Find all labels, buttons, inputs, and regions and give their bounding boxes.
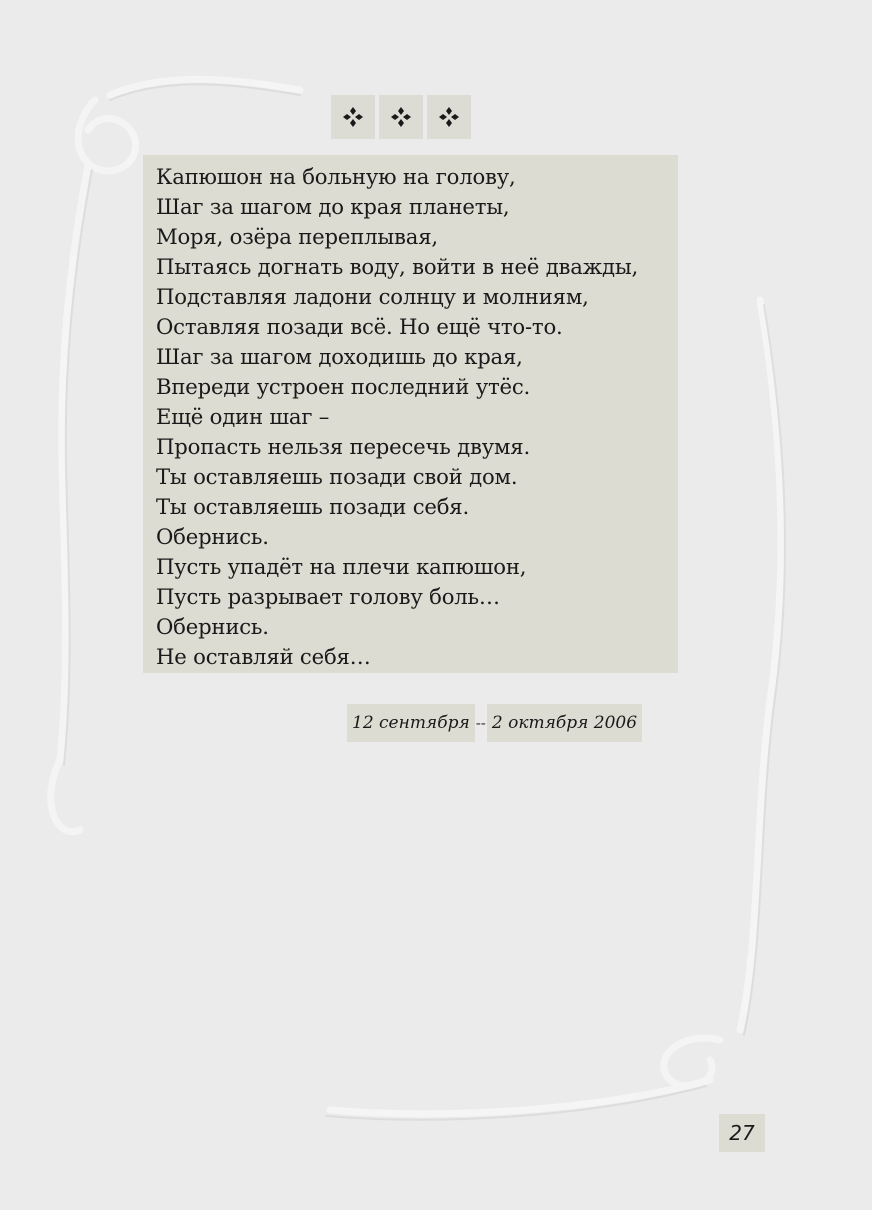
date-start: 12 сентября xyxy=(347,704,475,742)
poem-line: Не оставляй себя… xyxy=(156,644,371,669)
poem-line: Пытаясь догнать воду, войти в неё дважды, xyxy=(156,254,639,279)
four-diamond-ornament-icon xyxy=(340,104,366,130)
poem-line: Ты оставляешь позади свой дом. xyxy=(156,464,518,489)
poem-line: Впереди устроен последний утёс. xyxy=(156,374,531,399)
poem-line: Шаг за шагом до края планеты, xyxy=(156,194,510,219)
poem-line: Ещё один шаг – xyxy=(156,404,330,429)
date-end: 2 октября 2006 xyxy=(487,704,642,742)
poem-line: Пусть упадёт на плечи капюшон, xyxy=(156,554,527,579)
poem-line: Пропасть нельзя пересечь двумя. xyxy=(156,434,530,459)
poem-line: Оставляя позади всё. Но ещё что-то. xyxy=(156,314,563,339)
poem-line: Подставляя ладони солнцу и молниям, xyxy=(156,284,589,309)
poem-line: Пусть разрывает голову боль… xyxy=(156,584,500,609)
ornament-row xyxy=(331,95,471,139)
poem-block xyxy=(143,155,678,673)
poem-date xyxy=(347,704,642,742)
ornament-box xyxy=(379,95,423,139)
date-separator: -- xyxy=(475,714,486,732)
four-diamond-ornament-icon xyxy=(436,104,462,130)
poem-line: Капюшон на больную на голову, xyxy=(156,164,516,189)
poem-line: Обернись. xyxy=(156,614,269,639)
four-diamond-ornament-icon xyxy=(388,104,414,130)
poem-line: Ты оставляешь позади себя. xyxy=(156,494,469,519)
poem-line: Обернись. xyxy=(156,524,269,549)
poem-line: Шаг за шагом доходишь до края, xyxy=(156,344,523,369)
page-number: 27 xyxy=(719,1114,765,1152)
ornament-box xyxy=(427,95,471,139)
ornament-box xyxy=(331,95,375,139)
poem-line: Моря, озёра переплывая, xyxy=(156,224,438,249)
